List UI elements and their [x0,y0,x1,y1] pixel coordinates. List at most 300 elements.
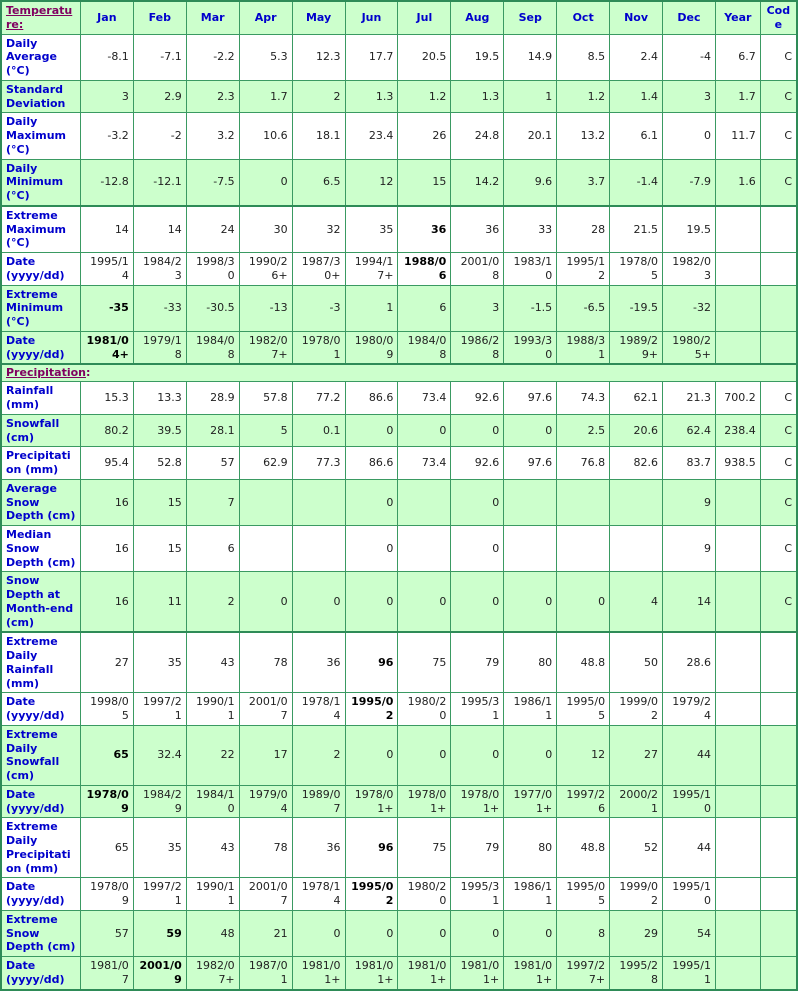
cell-oct: 48.8 [557,818,610,878]
column-header-jun: Jun [345,1,398,34]
cell-mar: 48 [186,910,239,956]
table-row [1,206,797,253]
cell-jan: -8.1 [80,34,133,80]
cell-mar: 1984/08 [186,331,239,364]
cell-apr: 1987/01 [239,957,292,990]
cell-nov: 29 [610,910,663,956]
table-row [1,910,797,956]
cell-jul: 1981/01+ [398,957,451,990]
column-header-jul: Jul [398,1,451,34]
cell-may: 77.2 [292,382,345,415]
cell-dec: 62.4 [663,414,716,447]
cell-aug: 1981/01+ [451,957,504,990]
cell-nov: 21.5 [610,206,663,253]
cell-mar: 3.2 [186,113,239,159]
cell-year [715,878,760,911]
cell-aug: 0 [451,526,504,572]
row-label: Snow Depth at Month-end (cm) [1,572,80,633]
cell-jun: 1.3 [345,80,398,113]
cell-aug: 14.2 [451,159,504,206]
cell-feb: 1979/18 [133,331,186,364]
cell-jun: 0 [345,572,398,633]
cell-oct: 13.2 [557,113,610,159]
cell-jan: 57 [80,910,133,956]
cell-feb: 11 [133,572,186,633]
cell-feb: 1997/21 [133,693,186,726]
cell-year [715,785,760,818]
cell-oct [557,479,610,525]
cell-aug: 2001/08 [451,253,504,286]
cell-may: 12.3 [292,34,345,80]
cell-apr: -13 [239,285,292,331]
cell-sep: 1 [504,80,557,113]
cell-nov: 1978/05 [610,253,663,286]
cell-code [760,253,797,286]
cell-oct: -6.5 [557,285,610,331]
cell-dec: 1979/24 [663,693,716,726]
cell-year [715,818,760,878]
cell-aug: 1986/28 [451,331,504,364]
cell-may: 32 [292,206,345,253]
cell-feb: 1984/23 [133,253,186,286]
row-label: Standard Deviation [1,80,80,113]
cell-nov: 1989/29+ [610,331,663,364]
cell-code [760,818,797,878]
cell-may: 0 [292,910,345,956]
cell-jan: 14 [80,206,133,253]
cell-jun: 86.6 [345,382,398,415]
cell-aug: 24.8 [451,113,504,159]
cell-jul: 1978/01+ [398,785,451,818]
cell-mar: 57 [186,447,239,480]
cell-code [760,632,797,693]
cell-jan: 95.4 [80,447,133,480]
row-label: Extreme Daily Rainfall (mm) [1,632,80,693]
cell-feb: 52.8 [133,447,186,480]
cell-dec: 54 [663,910,716,956]
cell-jul [398,526,451,572]
cell-nov: 6.1 [610,113,663,159]
cell-mar: 43 [186,818,239,878]
cell-nov [610,479,663,525]
cell-jun: 0 [345,526,398,572]
cell-dec: 9 [663,479,716,525]
cell-oct: 1997/27+ [557,957,610,990]
cell-jun: 0 [345,910,398,956]
cell-apr: 17 [239,725,292,785]
column-header-aug: Aug [451,1,504,34]
cell-feb: 15 [133,526,186,572]
cell-sep: 0 [504,910,557,956]
section-title-precipitation: Precipitation: [1,364,797,382]
cell-feb: 32.4 [133,725,186,785]
table-row [1,785,797,818]
cell-apr [239,526,292,572]
cell-may: 2 [292,80,345,113]
cell-jun: 1995/02 [345,878,398,911]
cell-jul [398,479,451,525]
cell-code [760,957,797,990]
cell-apr: 1982/07+ [239,331,292,364]
cell-aug: 0 [451,414,504,447]
cell-mar: 1998/30 [186,253,239,286]
cell-nov: -19.5 [610,285,663,331]
cell-jul: 20.5 [398,34,451,80]
cell-code [760,285,797,331]
cell-aug: 1.3 [451,80,504,113]
cell-sep: 20.1 [504,113,557,159]
cell-may: 36 [292,818,345,878]
table-row [1,632,797,693]
cell-aug: 0 [451,910,504,956]
cell-feb: 2001/09 [133,957,186,990]
cell-year [715,253,760,286]
column-header-feb: Feb [133,1,186,34]
cell-oct: 0 [557,572,610,633]
cell-jun: 0 [345,414,398,447]
cell-aug: 79 [451,632,504,693]
cell-mar: 28.9 [186,382,239,415]
cell-jan: -3.2 [80,113,133,159]
cell-may: -3 [292,285,345,331]
cell-jun: 17.7 [345,34,398,80]
cell-oct: 8.5 [557,34,610,80]
row-label: Daily Maximum (°C) [1,113,80,159]
cell-oct: 1995/05 [557,693,610,726]
column-header-may: May [292,1,345,34]
column-header-nov: Nov [610,1,663,34]
cell-feb: -2 [133,113,186,159]
cell-nov: 82.6 [610,447,663,480]
cell-jul: 1988/06 [398,253,451,286]
cell-dec: 1995/10 [663,785,716,818]
cell-sep: 33 [504,206,557,253]
cell-aug: 79 [451,818,504,878]
cell-dec: -32 [663,285,716,331]
cell-jul: 0 [398,725,451,785]
cell-dec: 28.6 [663,632,716,693]
cell-nov: 62.1 [610,382,663,415]
cell-jan: 1978/09 [80,785,133,818]
cell-dec: 9 [663,526,716,572]
cell-jan: 16 [80,572,133,633]
table-row [1,818,797,878]
cell-feb: 2.9 [133,80,186,113]
table-row [1,285,797,331]
cell-feb: 15 [133,479,186,525]
cell-year: 6.7 [715,34,760,80]
cell-jun: 1978/01+ [345,785,398,818]
cell-year: 11.7 [715,113,760,159]
cell-year [715,725,760,785]
cell-sep [504,479,557,525]
cell-may [292,479,345,525]
cell-apr: 78 [239,818,292,878]
cell-feb: 13.3 [133,382,186,415]
cell-may: 6.5 [292,159,345,206]
cell-jul: 0 [398,910,451,956]
cell-oct: 28 [557,206,610,253]
cell-dec: 1980/25+ [663,331,716,364]
cell-apr: 2001/07 [239,878,292,911]
cell-dec: 1995/11 [663,957,716,990]
column-header-oct: Oct [557,1,610,34]
cell-jul: 36 [398,206,451,253]
cell-may: 2 [292,725,345,785]
row-label: Extreme Daily Snowfall (cm) [1,725,80,785]
cell-year: 238.4 [715,414,760,447]
cell-sep: 0 [504,725,557,785]
row-label: Daily Average (°C) [1,34,80,80]
cell-code: C [760,572,797,633]
row-label: Extreme Minimum (°C) [1,285,80,331]
cell-apr: 62.9 [239,447,292,480]
cell-jan: 1981/04+ [80,331,133,364]
cell-sep [504,526,557,572]
cell-code: C [760,159,797,206]
cell-sep: 1983/10 [504,253,557,286]
cell-year [715,526,760,572]
table-row [1,159,797,206]
table-row [1,479,797,525]
row-label: Daily Minimum (°C) [1,159,80,206]
cell-jun: 12 [345,159,398,206]
table-row [1,572,797,633]
cell-may: 18.1 [292,113,345,159]
cell-jan: 80.2 [80,414,133,447]
cell-oct: 2.5 [557,414,610,447]
row-label: Median Snow Depth (cm) [1,526,80,572]
cell-year: 1.6 [715,159,760,206]
cell-dec: 44 [663,725,716,785]
cell-aug: 0 [451,725,504,785]
cell-nov: 1995/28 [610,957,663,990]
cell-may: 1989/07 [292,785,345,818]
column-header-jan: Jan [80,1,133,34]
table-header-row [1,1,797,34]
cell-jun: 96 [345,632,398,693]
cell-oct: 1988/31 [557,331,610,364]
table-row [1,957,797,990]
table-row [1,80,797,113]
cell-jul: 73.4 [398,382,451,415]
cell-mar: 28.1 [186,414,239,447]
row-label: Extreme Daily Precipitation (mm) [1,818,80,878]
cell-aug: 1995/31 [451,878,504,911]
cell-aug: 92.6 [451,447,504,480]
cell-mar: 1982/07+ [186,957,239,990]
cell-oct: 1997/26 [557,785,610,818]
cell-oct: 76.8 [557,447,610,480]
cell-aug: 0 [451,572,504,633]
cell-nov: 27 [610,725,663,785]
cell-jan: -12.8 [80,159,133,206]
cell-aug: 19.5 [451,34,504,80]
cell-apr: 0 [239,572,292,633]
cell-nov: 2000/21 [610,785,663,818]
cell-apr [239,479,292,525]
column-header-dec: Dec [663,1,716,34]
cell-sep: -1.5 [504,285,557,331]
cell-nov: 1.4 [610,80,663,113]
table-row [1,253,797,286]
cell-apr: 30 [239,206,292,253]
cell-code: C [760,34,797,80]
cell-apr: 1.7 [239,80,292,113]
row-label: Date (yyyy/dd) [1,253,80,286]
cell-jun: 86.6 [345,447,398,480]
cell-feb: 1997/21 [133,878,186,911]
cell-dec: 44 [663,818,716,878]
cell-mar: -30.5 [186,285,239,331]
cell-dec: -4 [663,34,716,80]
cell-mar: -2.2 [186,34,239,80]
cell-jun: 1981/01+ [345,957,398,990]
cell-jul: 15 [398,159,451,206]
cell-may: 1978/14 [292,693,345,726]
cell-oct: 12 [557,725,610,785]
cell-jun: 1980/09 [345,331,398,364]
cell-may [292,526,345,572]
cell-oct: 74.3 [557,382,610,415]
table-row [1,382,797,415]
cell-code [760,693,797,726]
cell-apr: 10.6 [239,113,292,159]
cell-jan: 27 [80,632,133,693]
cell-dec: 0 [663,113,716,159]
cell-jan: 1978/09 [80,878,133,911]
table-row [1,331,797,364]
cell-dec: 21.3 [663,382,716,415]
cell-feb: 59 [133,910,186,956]
cell-feb: 35 [133,818,186,878]
cell-mar: 2 [186,572,239,633]
table-row [1,526,797,572]
cell-may: 36 [292,632,345,693]
cell-nov: 20.6 [610,414,663,447]
cell-jul: 1984/08 [398,331,451,364]
cell-oct: 1995/05 [557,878,610,911]
cell-code [760,878,797,911]
cell-aug: 1995/31 [451,693,504,726]
cell-apr: 0 [239,159,292,206]
cell-jun: 23.4 [345,113,398,159]
cell-jun: 1994/17+ [345,253,398,286]
cell-apr: 1979/04 [239,785,292,818]
cell-jan: 16 [80,479,133,525]
cell-jul: 6 [398,285,451,331]
cell-may: 1978/14 [292,878,345,911]
cell-mar: 43 [186,632,239,693]
cell-mar: 24 [186,206,239,253]
row-label: Extreme Maximum (°C) [1,206,80,253]
cell-oct: 3.7 [557,159,610,206]
cell-dec: 3 [663,80,716,113]
cell-aug: 1978/01+ [451,785,504,818]
row-label: Date (yyyy/dd) [1,785,80,818]
cell-feb: -7.1 [133,34,186,80]
cell-apr: 78 [239,632,292,693]
cell-jan: 65 [80,818,133,878]
cell-mar: 1990/11 [186,878,239,911]
row-label: Average Snow Depth (cm) [1,479,80,525]
table-row [1,693,797,726]
cell-year [715,910,760,956]
cell-jul: 73.4 [398,447,451,480]
cell-year [715,285,760,331]
cell-jan: 1998/05 [80,693,133,726]
cell-year: 938.5 [715,447,760,480]
cell-year [715,572,760,633]
cell-sep: 1986/11 [504,878,557,911]
cell-feb: 35 [133,632,186,693]
cell-aug: 0 [451,479,504,525]
cell-jan: 15.3 [80,382,133,415]
cell-oct: 1.2 [557,80,610,113]
cell-jul: 0 [398,572,451,633]
cell-jun: 0 [345,479,398,525]
cell-code [760,910,797,956]
cell-sep: 0 [504,414,557,447]
cell-code [760,785,797,818]
cell-code [760,206,797,253]
cell-code: C [760,80,797,113]
cell-jul: 0 [398,414,451,447]
row-label: Rainfall (mm) [1,382,80,415]
cell-year: 700.2 [715,382,760,415]
cell-apr: 5 [239,414,292,447]
table-row [1,878,797,911]
cell-jan: 3 [80,80,133,113]
cell-jul: 1980/20 [398,878,451,911]
cell-nov: 2.4 [610,34,663,80]
cell-code: C [760,113,797,159]
cell-may: 1987/30+ [292,253,345,286]
cell-sep: 9.6 [504,159,557,206]
cell-sep: 97.6 [504,382,557,415]
cell-oct: 8 [557,910,610,956]
cell-dec: 14 [663,572,716,633]
cell-aug: 92.6 [451,382,504,415]
cell-jul: 26 [398,113,451,159]
cell-apr: 5.3 [239,34,292,80]
section-divider-row [1,364,797,382]
cell-jan: 16 [80,526,133,572]
cell-sep: 14.9 [504,34,557,80]
cell-jul: 1980/20 [398,693,451,726]
row-label: Precipitation (mm) [1,447,80,480]
cell-apr: 1990/26+ [239,253,292,286]
cell-sep: 80 [504,818,557,878]
row-label: Date (yyyy/dd) [1,878,80,911]
cell-dec: -7.9 [663,159,716,206]
cell-year [715,331,760,364]
cell-may: 0.1 [292,414,345,447]
cell-oct: 48.8 [557,632,610,693]
cell-nov: 1999/02 [610,693,663,726]
cell-jul: 1.2 [398,80,451,113]
cell-mar: 2.3 [186,80,239,113]
cell-code [760,331,797,364]
cell-code: C [760,479,797,525]
cell-sep: 80 [504,632,557,693]
row-label: Snowfall (cm) [1,414,80,447]
row-label: Date (yyyy/dd) [1,957,80,990]
cell-jul: 75 [398,818,451,878]
cell-nov [610,526,663,572]
cell-year [715,206,760,253]
cell-nov: 1999/02 [610,878,663,911]
